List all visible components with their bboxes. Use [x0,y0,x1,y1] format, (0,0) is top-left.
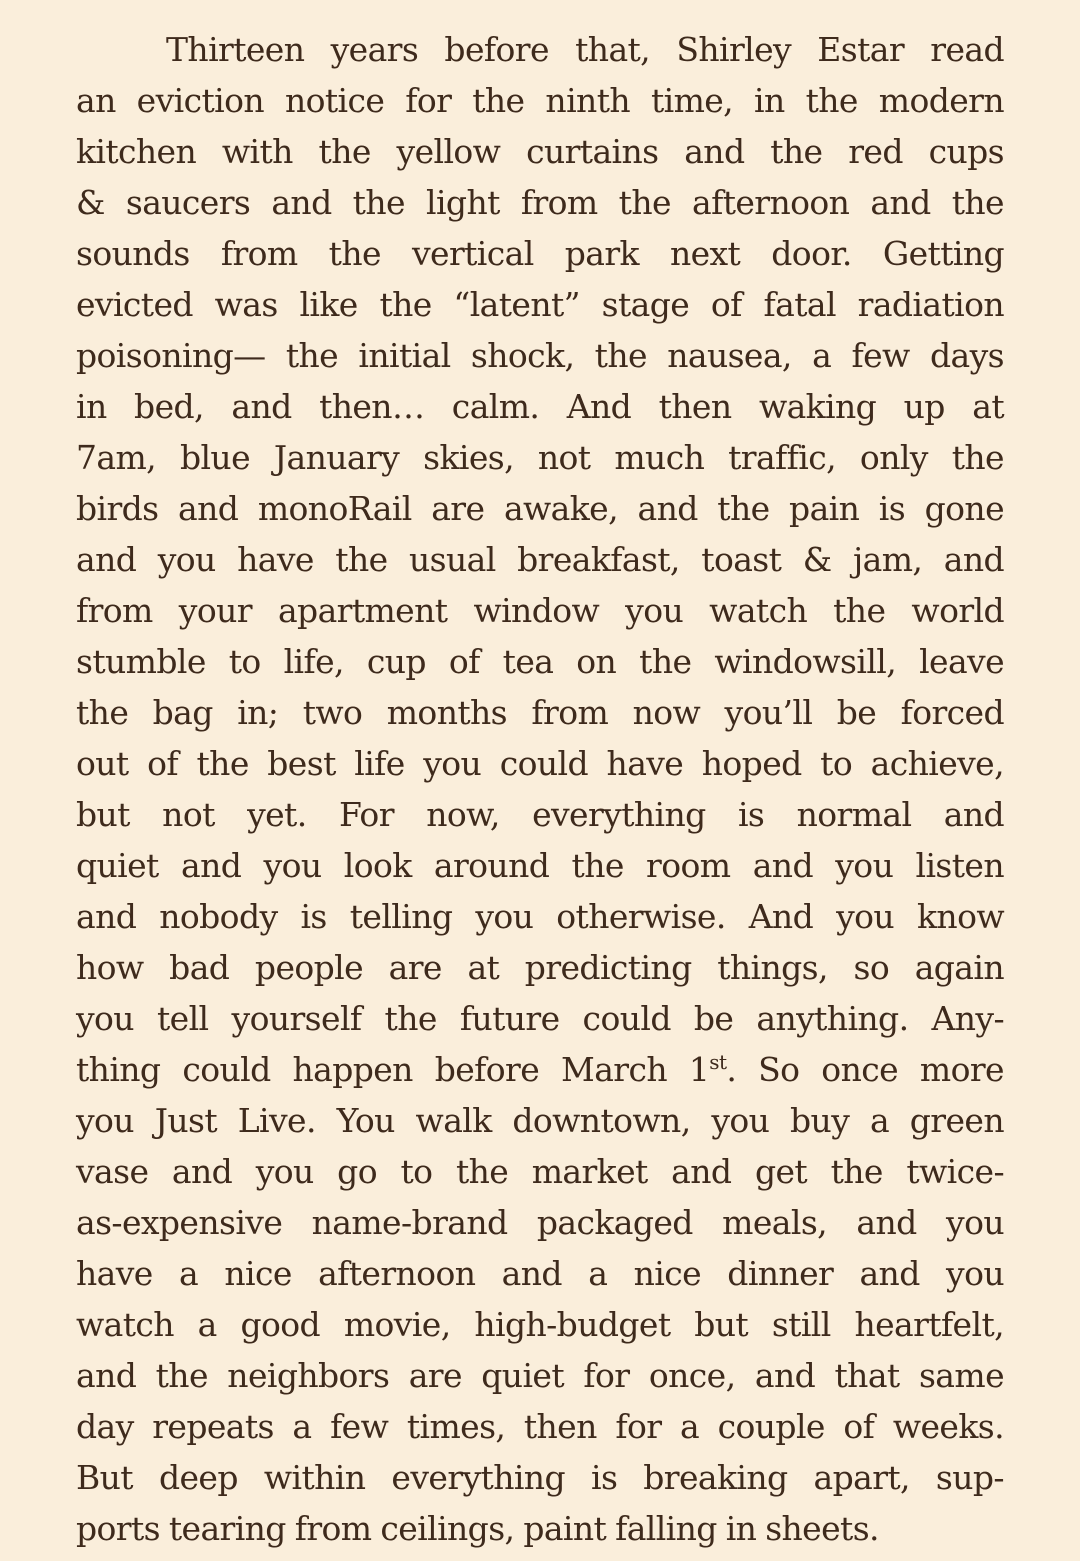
text-line: the bag in; two months from now you’ll be forced [76,693,1004,732]
text-line: and nobody is telling you otherwise. And you know [76,897,1004,936]
text-line: you Just Live. You walk downtown, you buy a green [76,1101,1004,1140]
line-before-superscript: thing could happen before March 1 [76,1050,710,1089]
paragraph [76,24,1004,1554]
text-line-last: ports tearing from ceilings, paint falling in sheets. [76,1509,879,1548]
text-line: sounds from the vertical park next door. Getting [76,234,1004,273]
text-line: stumble to life, cup of tea on the windowsill, leave [76,642,1004,681]
text-line: Thirteen years before that, Shirley Estar read [166,30,1004,69]
text-line: evicted was like the “latent” stage of fatal radiation [76,285,1004,324]
text-line: birds and monoRail are awake, and the pain is gone [76,489,1004,528]
text-line: as-expensive name-brand packaged meals, and you [76,1203,1004,1242]
text-line: from your apartment window you watch the world [76,591,1004,630]
line-after-superscript: . So once more [726,1050,1004,1089]
text-line: vase and you go to the market and get the twice- [76,1152,1004,1191]
text-line: kitchen with the yellow curtains and the red cups [76,132,1004,171]
text-line: 7am, blue January skies, not much traffic, only the [76,438,1004,477]
text-line: day repeats a few times, then for a couple of weeks. [76,1407,1004,1446]
text-line: watch a good movie, high-budget but still heartfelt, [76,1305,1004,1344]
text-line: & saucers and the light from the afternoon and the [76,183,1004,222]
text-line: in bed, and then… calm. And then waking up at [76,387,1004,426]
text-line: and you have the usual breakfast, toast & jam, and [76,540,1004,579]
text-line: and the neighbors are quiet for once, and that same [76,1356,1004,1395]
text-line: have a nice afternoon and a nice dinner and you [76,1254,1004,1293]
text-line: you tell yourself the future could be anything. Any- [76,999,1004,1038]
text-line: quiet and you look around the room and you listen [76,846,1004,885]
text-line: an eviction notice for the ninth time, in the modern [76,81,1004,120]
text-line: but not yet. For now, everything is normal and [76,795,1004,834]
text-line: poisoning— the initial shock, the nausea, a few days [76,336,1004,375]
text-line-with-superscript [76,1044,1004,1095]
superscript-st: st [709,1050,727,1074]
text-line: how bad people are at predicting things, so again [76,948,1004,987]
text-line: But deep within everything is breaking apart, sup- [76,1458,1004,1497]
text-line: out of the best life you could have hoped to achieve, [76,744,1004,783]
